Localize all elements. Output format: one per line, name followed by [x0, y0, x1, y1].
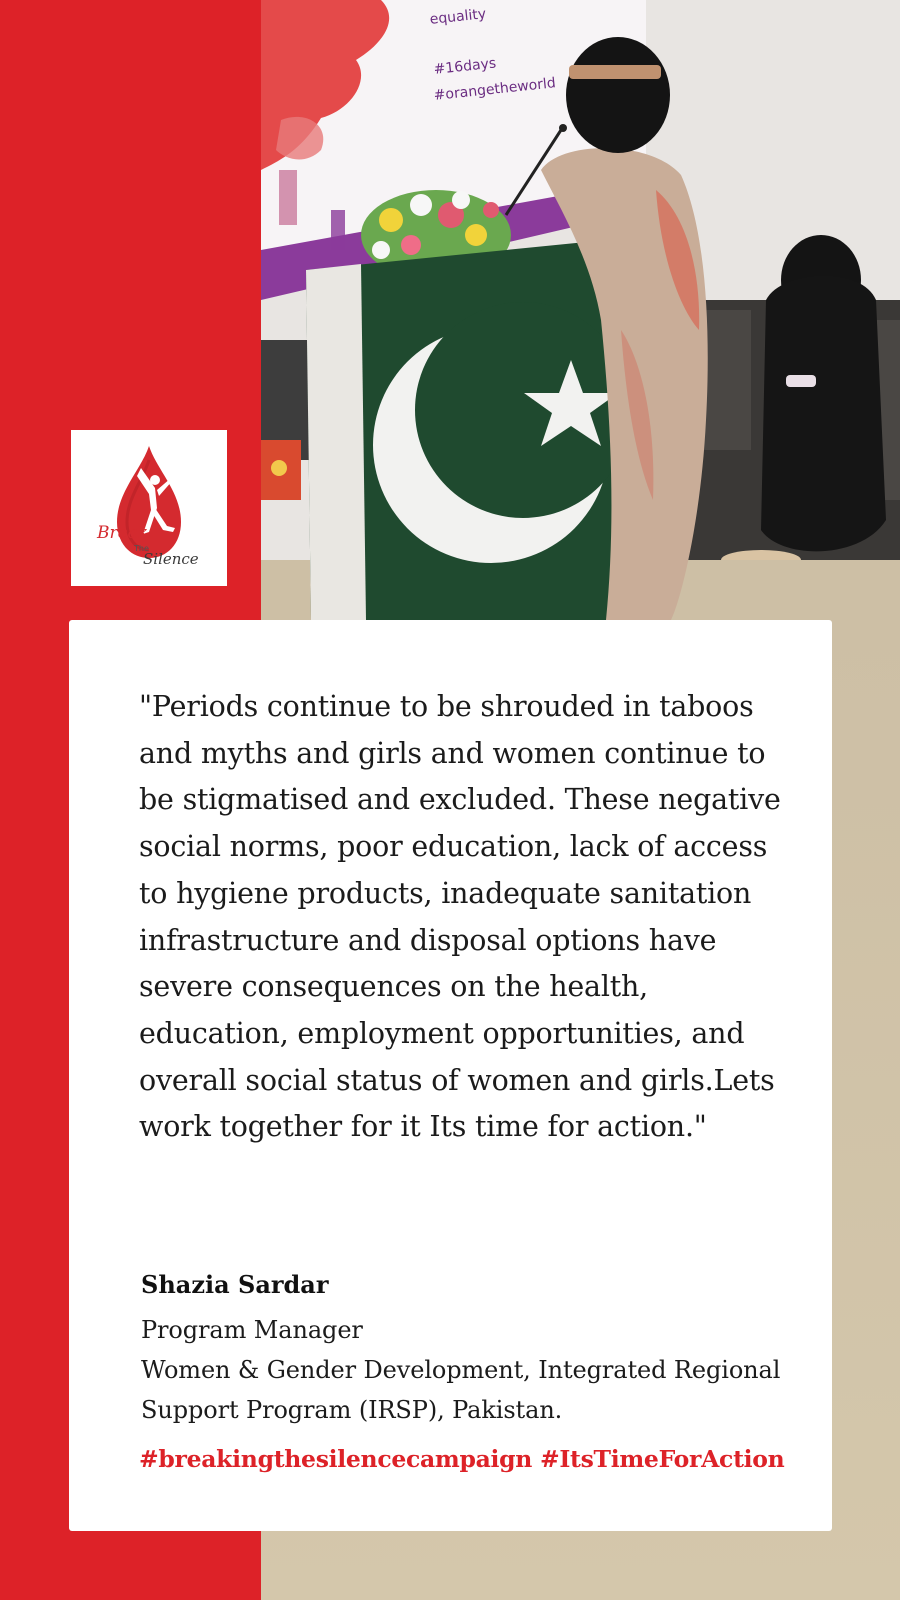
- campaign-hashtags: #breakingthesilencecampaign #ItsTimeForAction: [139, 1445, 785, 1473]
- logo-word-break: Break: [97, 523, 149, 543]
- event-photo-illustration: [261, 0, 900, 620]
- event-photo: [261, 0, 900, 620]
- quote-card: [69, 620, 832, 1531]
- author-organization-line-2: Support Program (IRSP), Pakistan.: [141, 1396, 563, 1424]
- quote-text: "Periods continue to be shrouded in taboos and myths and girls and women continue to be stigmatised and excluded. These negative social norms, poor education, lack of access to hygiene products, inadequate sanitation infrastructure and disposal options have severe consequences on the health, education, employment opportunities, and overall social status of women and girls.Lets work together for it Its time for action.": [139, 690, 781, 1144]
- author-title: Program Manager: [141, 1316, 363, 1344]
- logo-word-silence: Silence: [143, 550, 199, 568]
- break-the-silence-logo: [71, 430, 227, 586]
- author-organization-line-1: Women & Gender Development, Integrated Regional: [141, 1356, 781, 1384]
- blood-drop-dancer-icon: [71, 430, 227, 586]
- author-block: [141, 1270, 821, 1430]
- banner-equality-text: equality: [429, 6, 487, 28]
- banner-hashtag-16days: #16days: [433, 55, 497, 78]
- author-name: Shazia Sardar: [141, 1270, 329, 1299]
- logo-word-the: The: [134, 544, 149, 553]
- banner-hashtag-orangetheworld: #orangetheworld: [433, 75, 557, 104]
